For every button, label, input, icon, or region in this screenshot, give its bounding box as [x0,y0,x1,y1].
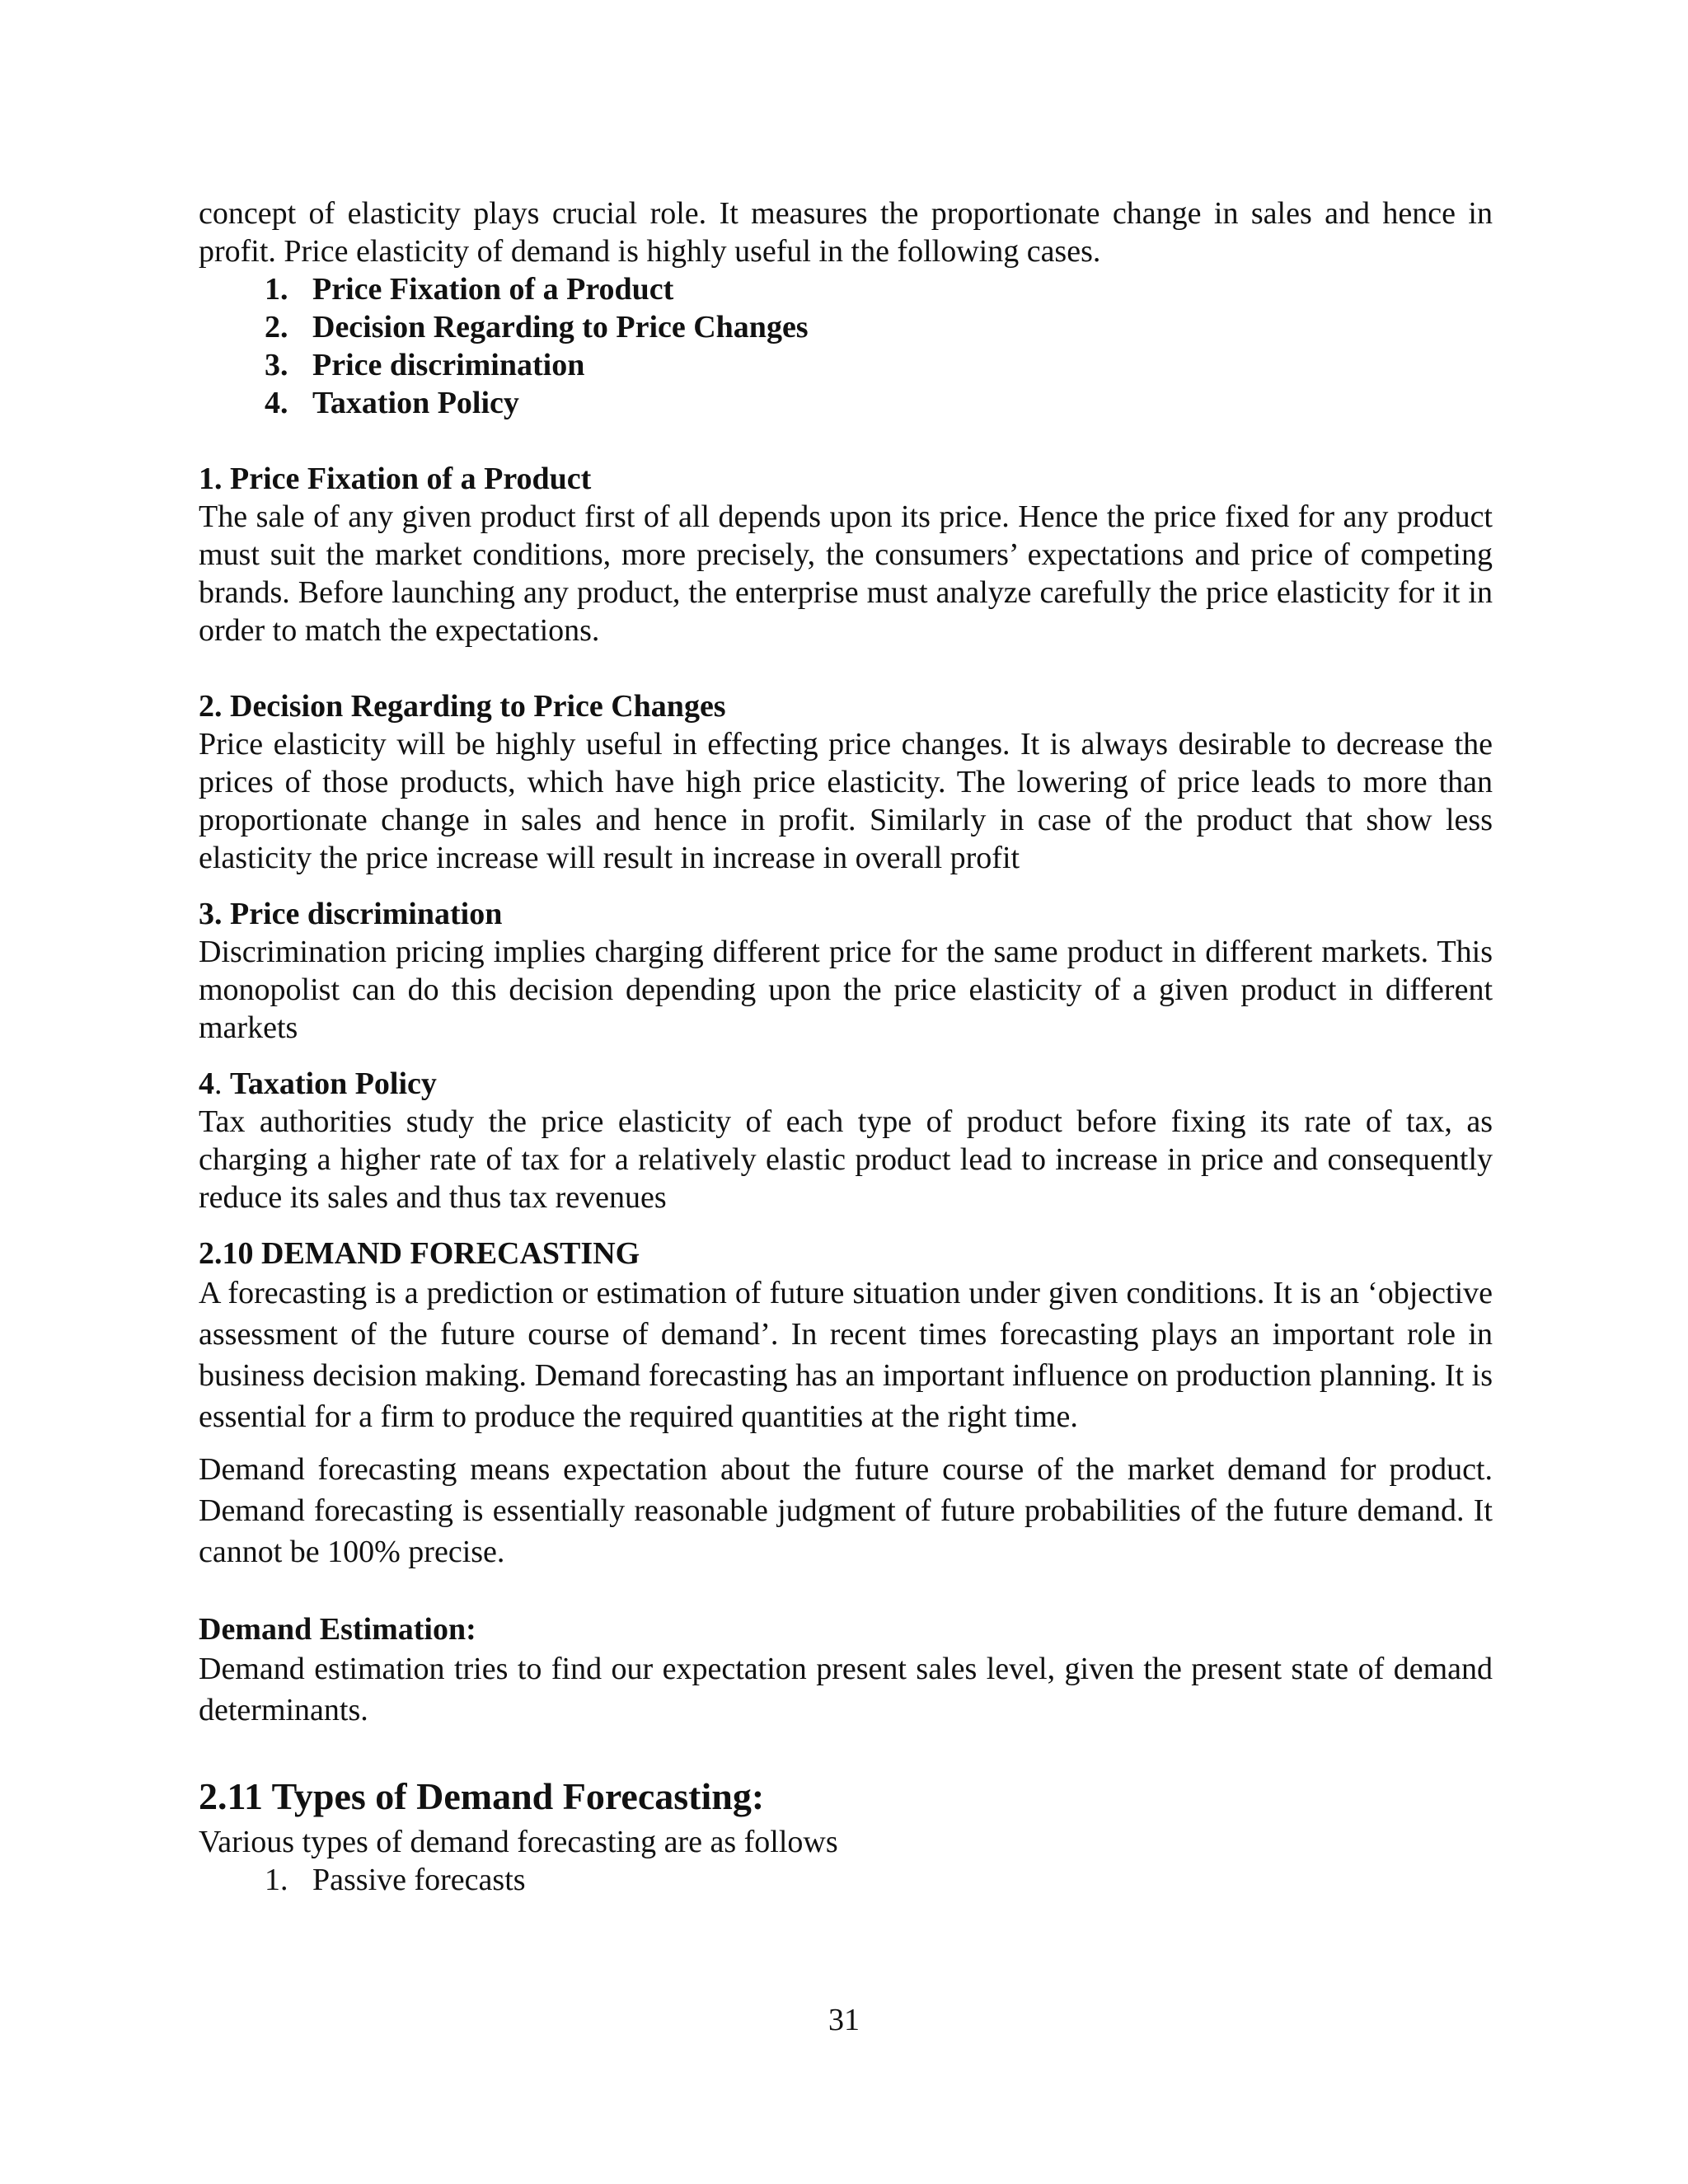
demand-estimation-body: Demand estimation tries to find our expectation present sales level, given the present state of demand determinants. [199,1652,1493,1727]
section-heading-taxation-policy [199,1065,1493,1103]
list-item: 4. Taxation Policy [296,384,1493,422]
demand-forecasting-paragraph-2: Demand forecasting means expectation about the future course of the market demand for product. Demand forecasting is essentially reasonable judgment of future probabilities of the future demand. It cannot be 100% precise. [199,1452,1493,1569]
section-title: Taxation Policy [230,1066,437,1101]
section-heading-price-discrimination: 3. Price discrimination [199,897,503,931]
types-intro: Various types of demand forecasting are as follows [199,1825,838,1859]
section-separator: . [214,1066,230,1101]
demand-estimation-heading: Demand Estimation: [199,1612,476,1647]
types-list [199,1861,1493,1899]
list-item: 1. Passive forecasts [296,1861,1493,1899]
intro-paragraph: concept of elasticity plays crucial role. It measures the proportionate change in sales and hence in profit. Price elasticity of demand is highly useful in the following cases. [199,196,1493,269]
cases-list [199,270,1493,422]
list-item: 3. Price discrimination [296,346,1493,384]
section-body-price-changes: Price elasticity will be highly useful in effecting price changes. It is always desirable to decrease the prices of those products, which have high price elasticity. The lowering of price leads to more than proportionate change in sales and hence in profit. Similarly in case of the product that show less elasticity the price increase will result in increase in overall profit [199,727,1493,875]
list-item: 1. Price Fixation of a Product [296,270,1493,308]
section-heading-price-changes: 2. Decision Regarding to Price Changes [199,689,726,724]
section-number: 4 [199,1066,214,1101]
page-number: 31 [828,2003,860,2037]
document-page [199,194,1493,1899]
demand-forecasting-paragraph-1: A forecasting is a prediction or estimation of future situation under given conditions. It is an ‘objective assessment of the future course of demand’. In recent times forecasting plays an important role in business decision making. Demand forecasting has an important influence on production planning. It is essential for a firm to produce the required quantities at the right time. [199,1276,1493,1434]
list-item: 2. Decision Regarding to Price Changes [296,308,1493,346]
section-body-price-discrimination: Discrimination pricing implies charging different price for the same product in different markets. This monopolist can do this decision depending upon the price elasticity of a given product in different markets [199,935,1493,1045]
section-body-taxation-policy: Tax authorities study the price elasticity of each type of product before fixing its rate of tax, as charging a higher rate of tax for a relatively elastic product lead to increase in price and consequently reduce its sales and thus tax revenues [199,1104,1493,1215]
section-heading-price-fixation: 1. Price Fixation of a Product [199,462,592,496]
section-body-price-fixation: The sale of any given product first of all depends upon its price. Hence the price fixed for any product must suit the market conditions, more precisely, the consumers’ expectations and price of competing brands. Before launching any product, the enterprise must analyze carefully the price elasticity for it in order to match the expectations. [199,499,1493,648]
demand-forecasting-heading: 2.10 DEMAND FORECASTING [199,1236,640,1271]
types-heading: 2.11 Types of Demand Forecasting: [199,1775,765,1817]
